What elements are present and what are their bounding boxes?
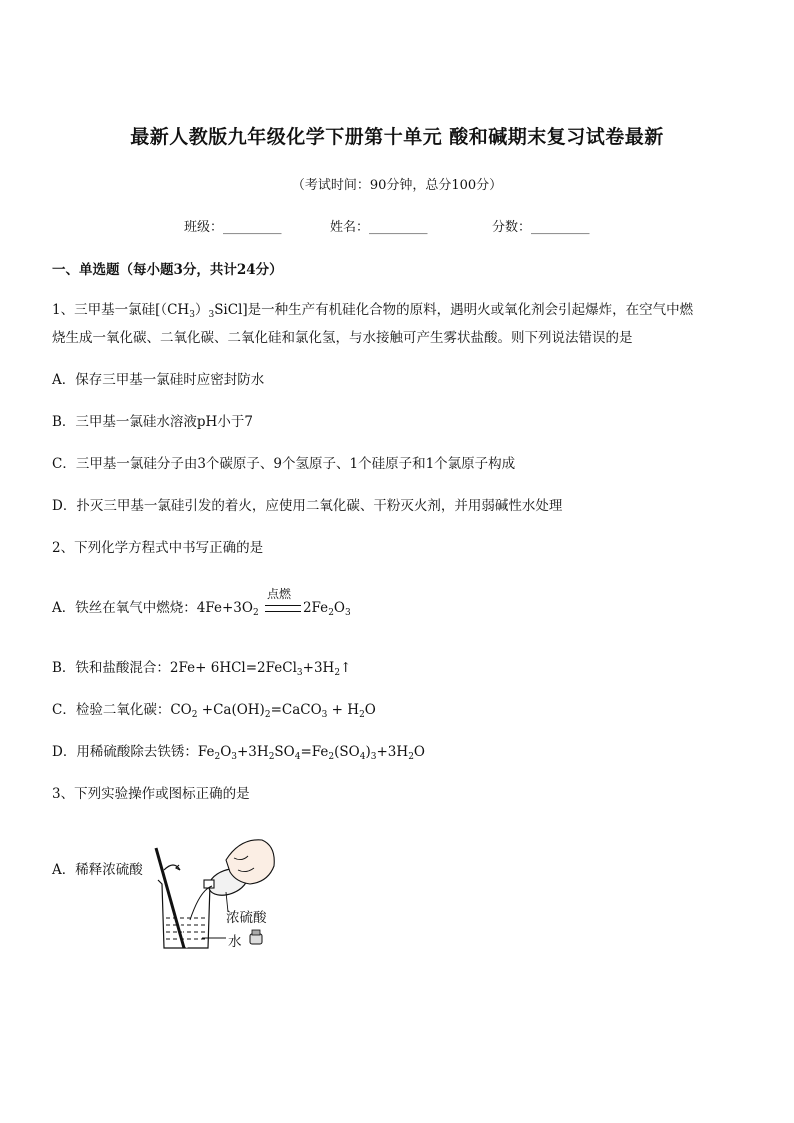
q2-a-product: 2Fe	[302, 600, 329, 616]
q2-d-t7: +3H	[376, 744, 409, 760]
q2-d-s6: 4	[359, 752, 366, 762]
gas-arrow-icon: ↑	[340, 660, 352, 676]
q2-a-sub3: 3	[345, 608, 351, 618]
q2-d-s8: 2	[408, 752, 414, 762]
reaction-condition	[265, 586, 301, 617]
q2-a-prefix: A．铁丝在氧气中燃烧：4Fe+3O	[52, 600, 253, 616]
q1-text-c: SiCl]是一种生产有机硅化合物的原料，遇明火或氧化剂会引起爆炸，在空气中燃	[214, 302, 694, 318]
q2-d-prefix: D．用稀硫酸除去铁锈：Fe	[52, 744, 215, 760]
q1-option-c[interactable]: C．三甲基一氯硅分子由3个碳原子、9个氢原子、1个硅原子和1个氯原子构成	[52, 456, 516, 472]
label-water: 水	[228, 934, 242, 950]
q2-d-t6: )	[365, 744, 371, 760]
q2-d-t5: (SO	[334, 744, 360, 760]
section-heading: 一、单选题（每小题3分，共计24分）	[52, 262, 283, 278]
q2-option-c[interactable]	[52, 698, 376, 720]
q2-c-mid2: =CaCO	[270, 702, 322, 718]
q1-text-a: 1、三甲基一氯硅[（CH	[52, 302, 190, 318]
q3-stem: 3、下列实验操作或图标正确的是	[52, 786, 250, 802]
q1-option-a[interactable]: A．保存三甲基一氯硅时应密封防水	[52, 372, 265, 388]
q1-text-b: ）	[194, 302, 209, 318]
q1-option-b[interactable]: B．三甲基一氯硅水溶液pH小于7	[52, 414, 253, 430]
q2-d-t4: =Fe	[300, 744, 329, 760]
condition-label: 点燃	[266, 586, 291, 601]
q2-stem: 2、下列化学方程式中书写正确的是	[52, 540, 264, 556]
q1-sub2: 3	[208, 310, 215, 320]
q2-d-t3: SO	[274, 744, 295, 760]
q2-option-d[interactable]	[52, 740, 425, 762]
q2-b-mid: +3H	[302, 660, 335, 676]
q2-b-prefix: B．铁和盐酸混合：2Fe+ 6HCl=2FeCl	[52, 660, 297, 676]
q2-c-sub3: 3	[321, 710, 328, 720]
q2-a-sub2: 2	[328, 608, 334, 618]
q2-d-s5: 2	[328, 752, 335, 762]
q2-d-s2: 3	[231, 752, 237, 762]
q1-option-d[interactable]: D．扑灭三甲基一氯硅引发的着火，应使用二氧化碳、干粉灭火剂，并用弱碱性水处理	[52, 498, 563, 514]
q2-c-sub1: 2	[191, 710, 198, 720]
q2-b-sub2: 2	[334, 668, 341, 678]
q2-c-mid3: + H	[327, 702, 360, 718]
q2-c-prefix: C．检验二氧化碳：CO	[52, 702, 192, 718]
score-field[interactable]: 分数：_________	[492, 220, 590, 235]
q2-d-s7: 3	[370, 752, 377, 762]
q2-d-t8: O	[413, 744, 425, 760]
q1-stem-line1	[52, 298, 693, 320]
q2-b-sub1: 3	[296, 668, 303, 678]
equals-bar	[265, 605, 301, 612]
q2-c-sub2: 2	[264, 710, 271, 720]
q1-stem-line2: 烧生成一氧化碳、二氧化碳、二氧化硅和氯化氢，与水接触可产生雾状盐酸。则下列说法错误的是	[52, 330, 633, 346]
q2-option-b[interactable]	[52, 656, 351, 678]
page-title: 最新人教版九年级化学下册第十单元 酸和碱期末复习试卷最新	[130, 126, 664, 148]
q2-d-s3: 2	[268, 752, 275, 762]
q2-option-a[interactable]	[52, 586, 351, 618]
q2-d-s4: 4	[294, 752, 301, 762]
q2-a-prod2: O	[333, 600, 345, 616]
dilution-illustration	[150, 830, 280, 960]
exam-duration: （考试时间：90分钟，总分100分）	[291, 178, 503, 193]
label-concentrated-acid: 浓硫酸	[226, 910, 267, 926]
q2-d-s1: 2	[214, 752, 221, 762]
q3-option-a[interactable]: A．稀释浓硫酸	[52, 862, 143, 878]
name-field[interactable]: 姓名：_________	[330, 220, 428, 235]
q2-a-sub1: 2	[252, 608, 259, 618]
q2-c-end: O	[364, 702, 376, 718]
q2-c-sub4: 2	[359, 710, 365, 720]
q2-d-t2: +3H	[237, 744, 269, 760]
q2-d-t1: O	[220, 744, 232, 760]
q1-sub: 3	[189, 310, 195, 320]
q2-c-mid1: +Ca(OH)	[197, 702, 265, 718]
class-field[interactable]: 班级：_________	[184, 220, 282, 235]
